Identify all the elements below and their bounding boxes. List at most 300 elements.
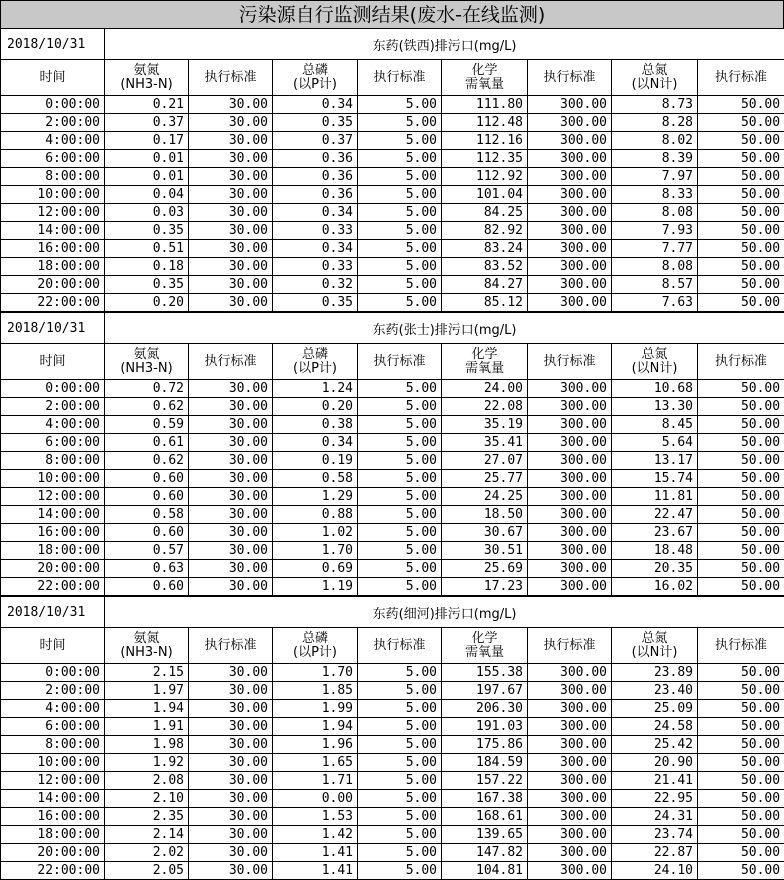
tn-value-cell: 8.57	[612, 276, 698, 294]
tp-standard-cell: 5.00	[358, 718, 442, 736]
cod-value-cell: 27.07	[442, 452, 528, 470]
nh3-value-cell: 0.20	[105, 294, 189, 312]
tn-value-cell: 10.68	[612, 380, 698, 398]
header-ammonia-line2: (NH3-N)	[120, 76, 173, 92]
tn-standard-cell: 50.00	[698, 844, 784, 862]
time-cell: 16:00:00	[1, 524, 105, 542]
tn-value-cell: 13.30	[612, 398, 698, 416]
tp-standard-cell: 5.00	[358, 682, 442, 700]
cod-value-cell: 101.04	[442, 186, 528, 204]
time-cell: 22:00:00	[1, 862, 105, 880]
tp-value-cell: 0.36	[273, 168, 358, 186]
tn-value-cell: 23.67	[612, 524, 698, 542]
time-cell: 20:00:00	[1, 844, 105, 862]
header-standard: 执行标准	[698, 344, 784, 380]
time-cell: 22:00:00	[1, 294, 105, 312]
tp-standard-cell: 5.00	[358, 506, 442, 524]
nh3-value-cell: 0.37	[105, 114, 189, 132]
tn-standard-cell: 50.00	[698, 826, 784, 844]
time-cell: 10:00:00	[1, 186, 105, 204]
header-ammonia-line2: (NH3-N)	[120, 644, 173, 660]
tp-standard-cell: 5.00	[358, 826, 442, 844]
tn-standard-cell: 50.00	[698, 718, 784, 736]
header-ammonia-line2: (NH3-N)	[120, 360, 173, 376]
block-info-row	[1, 313, 784, 344]
time-cell: 8:00:00	[1, 452, 105, 470]
tp-value-cell: 0.34	[273, 96, 358, 114]
header-ammonia-line1: 氨氮	[133, 62, 160, 78]
cod-value-cell: 82.92	[442, 222, 528, 240]
cod-standard-cell: 300.00	[528, 150, 612, 168]
cod-value-cell: 17.23	[442, 578, 528, 596]
tp-standard-cell: 5.00	[358, 168, 442, 186]
time-cell: 2:00:00	[1, 682, 105, 700]
nh3-value-cell: 0.03	[105, 204, 189, 222]
nh3-standard-cell: 30.00	[189, 150, 273, 168]
cod-standard-cell: 300.00	[528, 168, 612, 186]
tp-standard-cell: 5.00	[358, 542, 442, 560]
header-standard: 执行标准	[698, 60, 784, 96]
tp-value-cell: 0.34	[273, 240, 358, 258]
table-row	[1, 204, 784, 222]
table-row	[1, 258, 784, 276]
header-total-nitrogen	[612, 60, 698, 96]
tn-value-cell: 8.73	[612, 96, 698, 114]
header-standard: 执行标准	[358, 628, 442, 664]
header-total-nitrogen	[612, 628, 698, 664]
cod-value-cell: 112.35	[442, 150, 528, 168]
tn-standard-cell: 50.00	[698, 416, 784, 434]
tn-standard-cell: 50.00	[698, 862, 784, 880]
table-row	[1, 222, 784, 240]
tn-value-cell: 24.31	[612, 808, 698, 826]
tp-standard-cell: 5.00	[358, 222, 442, 240]
nh3-value-cell: 2.15	[105, 664, 189, 682]
cod-standard-cell: 300.00	[528, 772, 612, 790]
table-row	[1, 682, 784, 700]
tn-standard-cell: 50.00	[698, 398, 784, 416]
tp-standard-cell: 5.00	[358, 560, 442, 578]
nh3-standard-cell: 30.00	[189, 754, 273, 772]
tp-standard-cell: 5.00	[358, 380, 442, 398]
column-header-row	[1, 628, 784, 664]
tn-standard-cell: 50.00	[698, 240, 784, 258]
nh3-value-cell: 0.60	[105, 524, 189, 542]
nh3-standard-cell: 30.00	[189, 96, 273, 114]
table-row	[1, 452, 784, 470]
tp-value-cell: 0.88	[273, 506, 358, 524]
header-total-nitrogen	[612, 344, 698, 380]
cod-standard-cell: 300.00	[528, 488, 612, 506]
header-ammonia	[105, 628, 189, 664]
nh3-value-cell: 0.61	[105, 434, 189, 452]
tp-value-cell: 1.42	[273, 826, 358, 844]
tp-value-cell: 0.20	[273, 398, 358, 416]
tp-standard-cell: 5.00	[358, 470, 442, 488]
tp-standard-cell: 5.00	[358, 736, 442, 754]
cod-standard-cell: 300.00	[528, 790, 612, 808]
nh3-standard-cell: 30.00	[189, 380, 273, 398]
nh3-value-cell: 0.63	[105, 560, 189, 578]
tn-standard-cell: 50.00	[698, 754, 784, 772]
nh3-standard-cell: 30.00	[189, 700, 273, 718]
cod-value-cell: 147.82	[442, 844, 528, 862]
time-cell: 10:00:00	[1, 470, 105, 488]
nh3-value-cell: 2.08	[105, 772, 189, 790]
tp-value-cell: 0.33	[273, 222, 358, 240]
tp-standard-cell: 5.00	[358, 808, 442, 826]
cod-value-cell: 25.69	[442, 560, 528, 578]
cod-value-cell: 30.51	[442, 542, 528, 560]
table-row	[1, 398, 784, 416]
nh3-value-cell: 1.94	[105, 700, 189, 718]
time-cell: 8:00:00	[1, 736, 105, 754]
header-ammonia-line1: 氨氮	[133, 630, 160, 646]
tn-value-cell: 7.63	[612, 294, 698, 312]
block-info-row	[1, 597, 784, 628]
nh3-value-cell: 0.60	[105, 470, 189, 488]
header-total-nitrogen-line2: (以N计)	[631, 360, 678, 376]
time-cell: 20:00:00	[1, 276, 105, 294]
time-cell: 18:00:00	[1, 258, 105, 276]
cod-value-cell: 191.03	[442, 718, 528, 736]
tp-standard-cell: 5.00	[358, 204, 442, 222]
cod-standard-cell: 300.00	[528, 542, 612, 560]
nh3-value-cell: 0.60	[105, 488, 189, 506]
tn-value-cell: 16.02	[612, 578, 698, 596]
cod-value-cell: 24.25	[442, 488, 528, 506]
header-standard: 执行标准	[528, 60, 612, 96]
table-row	[1, 664, 784, 682]
nh3-standard-cell: 30.00	[189, 132, 273, 150]
tp-value-cell: 1.71	[273, 772, 358, 790]
header-cod-line1: 化学	[471, 630, 498, 646]
tp-standard-cell: 5.00	[358, 258, 442, 276]
tn-standard-cell: 50.00	[698, 150, 784, 168]
cod-value-cell: 197.67	[442, 682, 528, 700]
time-cell: 0:00:00	[1, 96, 105, 114]
table-row	[1, 416, 784, 434]
cod-value-cell: 30.67	[442, 524, 528, 542]
tp-value-cell: 0.34	[273, 204, 358, 222]
tp-standard-cell: 5.00	[358, 416, 442, 434]
tn-standard-cell: 50.00	[698, 560, 784, 578]
cod-value-cell: 175.86	[442, 736, 528, 754]
cod-standard-cell: 300.00	[528, 222, 612, 240]
tp-value-cell: 0.38	[273, 416, 358, 434]
tn-standard-cell: 50.00	[698, 168, 784, 186]
cod-standard-cell: 300.00	[528, 664, 612, 682]
time-cell: 6:00:00	[1, 434, 105, 452]
tn-standard-cell: 50.00	[698, 222, 784, 240]
time-cell: 0:00:00	[1, 380, 105, 398]
outlet-name: 东药(张士)排污口(mg/L)	[105, 313, 784, 344]
nh3-value-cell: 2.05	[105, 862, 189, 880]
table-row	[1, 186, 784, 204]
time-cell: 12:00:00	[1, 488, 105, 506]
table-row	[1, 114, 784, 132]
header-cod	[442, 60, 528, 96]
tp-value-cell: 0.19	[273, 452, 358, 470]
tp-value-cell: 1.29	[273, 488, 358, 506]
header-cod-line2: 需氧量	[464, 644, 504, 660]
header-standard: 执行标准	[698, 628, 784, 664]
tn-standard-cell: 50.00	[698, 276, 784, 294]
time-cell: 18:00:00	[1, 826, 105, 844]
nh3-value-cell: 2.10	[105, 790, 189, 808]
tp-standard-cell: 5.00	[358, 862, 442, 880]
tp-value-cell: 0.00	[273, 790, 358, 808]
tp-value-cell: 0.37	[273, 132, 358, 150]
tn-standard-cell: 50.00	[698, 700, 784, 718]
cod-value-cell: 25.77	[442, 470, 528, 488]
tp-standard-cell: 5.00	[358, 114, 442, 132]
report-date: 2018/10/31	[1, 597, 105, 628]
cod-value-cell: 84.27	[442, 276, 528, 294]
table-row	[1, 754, 784, 772]
nh3-standard-cell: 30.00	[189, 542, 273, 560]
report-title: 污染源自行监测结果(废水-在线监测)	[0, 0, 784, 28]
nh3-value-cell: 0.62	[105, 398, 189, 416]
tn-value-cell: 13.17	[612, 452, 698, 470]
tp-standard-cell: 5.00	[358, 700, 442, 718]
cod-standard-cell: 300.00	[528, 380, 612, 398]
table-row	[1, 96, 784, 114]
nh3-standard-cell: 30.00	[189, 470, 273, 488]
nh3-standard-cell: 30.00	[189, 578, 273, 596]
tp-standard-cell: 5.00	[358, 132, 442, 150]
cod-standard-cell: 300.00	[528, 578, 612, 596]
header-standard: 执行标准	[358, 60, 442, 96]
nh3-standard-cell: 30.00	[189, 682, 273, 700]
header-total-phosphorus-line2: (以P计)	[293, 76, 337, 92]
outlet-name: 东药(铁西)排污口(mg/L)	[105, 29, 784, 60]
tp-value-cell: 1.24	[273, 380, 358, 398]
cod-standard-cell: 300.00	[528, 862, 612, 880]
tn-value-cell: 8.02	[612, 132, 698, 150]
header-total-phosphorus	[273, 628, 358, 664]
tp-standard-cell: 5.00	[358, 578, 442, 596]
outlet-table-2	[0, 312, 784, 596]
nh3-standard-cell: 30.00	[189, 168, 273, 186]
header-ammonia	[105, 60, 189, 96]
table-row	[1, 700, 784, 718]
cod-value-cell: 206.30	[442, 700, 528, 718]
header-cod-line1: 化学	[471, 62, 498, 78]
table-row	[1, 168, 784, 186]
report-date: 2018/10/31	[1, 29, 105, 60]
header-cod	[442, 344, 528, 380]
cod-standard-cell: 300.00	[528, 258, 612, 276]
header-total-nitrogen-line1: 总氮	[641, 346, 668, 362]
tn-value-cell: 23.89	[612, 664, 698, 682]
nh3-standard-cell: 30.00	[189, 434, 273, 452]
tn-value-cell: 11.81	[612, 488, 698, 506]
cod-value-cell: 111.80	[442, 96, 528, 114]
column-header-row	[1, 60, 784, 96]
tn-value-cell: 8.08	[612, 258, 698, 276]
table-row	[1, 276, 784, 294]
header-ammonia-line1: 氨氮	[133, 346, 160, 362]
nh3-value-cell: 0.60	[105, 578, 189, 596]
nh3-value-cell: 0.18	[105, 258, 189, 276]
header-cod-line1: 化学	[471, 346, 498, 362]
time-cell: 10:00:00	[1, 754, 105, 772]
tn-standard-cell: 50.00	[698, 132, 784, 150]
nh3-value-cell: 0.01	[105, 168, 189, 186]
header-total-phosphorus-line1: 总磷	[301, 630, 328, 646]
header-standard: 执行标准	[528, 628, 612, 664]
cod-value-cell: 155.38	[442, 664, 528, 682]
cod-standard-cell: 300.00	[528, 276, 612, 294]
tn-standard-cell: 50.00	[698, 470, 784, 488]
nh3-value-cell: 1.92	[105, 754, 189, 772]
tp-value-cell: 1.41	[273, 844, 358, 862]
tn-value-cell: 8.08	[612, 204, 698, 222]
tn-value-cell: 20.90	[612, 754, 698, 772]
cod-standard-cell: 300.00	[528, 294, 612, 312]
nh3-standard-cell: 30.00	[189, 664, 273, 682]
cod-standard-cell: 300.00	[528, 398, 612, 416]
table-row	[1, 736, 784, 754]
tp-standard-cell: 5.00	[358, 186, 442, 204]
header-total-phosphorus-line2: (以P计)	[293, 360, 337, 376]
tn-value-cell: 8.45	[612, 416, 698, 434]
table-row	[1, 434, 784, 452]
table-row	[1, 294, 784, 312]
cod-value-cell: 83.52	[442, 258, 528, 276]
cod-standard-cell: 300.00	[528, 718, 612, 736]
tp-standard-cell: 5.00	[358, 294, 442, 312]
time-cell: 22:00:00	[1, 578, 105, 596]
cod-standard-cell: 300.00	[528, 524, 612, 542]
tn-value-cell: 22.95	[612, 790, 698, 808]
tn-value-cell: 24.58	[612, 718, 698, 736]
tn-value-cell: 25.09	[612, 700, 698, 718]
tn-value-cell: 7.97	[612, 168, 698, 186]
tn-standard-cell: 50.00	[698, 294, 784, 312]
cod-standard-cell: 300.00	[528, 736, 612, 754]
nh3-standard-cell: 30.00	[189, 488, 273, 506]
nh3-value-cell: 1.98	[105, 736, 189, 754]
tn-standard-cell: 50.00	[698, 96, 784, 114]
tp-value-cell: 0.36	[273, 186, 358, 204]
cod-value-cell: 22.08	[442, 398, 528, 416]
header-total-nitrogen-line2: (以N计)	[631, 76, 678, 92]
tn-value-cell: 20.35	[612, 560, 698, 578]
tn-standard-cell: 50.00	[698, 434, 784, 452]
table-row	[1, 862, 784, 880]
nh3-value-cell: 0.72	[105, 380, 189, 398]
cod-standard-cell: 300.00	[528, 844, 612, 862]
header-cod	[442, 628, 528, 664]
tp-value-cell: 0.33	[273, 258, 358, 276]
time-cell: 2:00:00	[1, 114, 105, 132]
header-time: 时间	[1, 344, 105, 380]
header-standard: 执行标准	[189, 344, 273, 380]
tp-value-cell: 1.70	[273, 542, 358, 560]
cod-standard-cell: 300.00	[528, 434, 612, 452]
tp-value-cell: 0.34	[273, 434, 358, 452]
table-row	[1, 542, 784, 560]
nh3-standard-cell: 30.00	[189, 258, 273, 276]
tn-standard-cell: 50.00	[698, 790, 784, 808]
nh3-value-cell: 0.35	[105, 222, 189, 240]
tn-standard-cell: 50.00	[698, 452, 784, 470]
nh3-standard-cell: 30.00	[189, 416, 273, 434]
nh3-standard-cell: 30.00	[189, 222, 273, 240]
nh3-standard-cell: 30.00	[189, 452, 273, 470]
tn-value-cell: 7.93	[612, 222, 698, 240]
tn-standard-cell: 50.00	[698, 808, 784, 826]
nh3-value-cell: 0.59	[105, 416, 189, 434]
tn-value-cell: 8.33	[612, 186, 698, 204]
header-standard: 执行标准	[189, 60, 273, 96]
header-total-nitrogen-line1: 总氮	[641, 630, 668, 646]
header-total-phosphorus-line1: 总磷	[301, 62, 328, 78]
nh3-value-cell: 0.57	[105, 542, 189, 560]
time-cell: 4:00:00	[1, 132, 105, 150]
cod-standard-cell: 300.00	[528, 560, 612, 578]
block-info-row	[1, 29, 784, 60]
tp-standard-cell: 5.00	[358, 96, 442, 114]
cod-value-cell: 168.61	[442, 808, 528, 826]
nh3-standard-cell: 30.00	[189, 506, 273, 524]
header-time: 时间	[1, 628, 105, 664]
report-blocks	[0, 28, 784, 880]
time-cell: 4:00:00	[1, 416, 105, 434]
cod-standard-cell: 300.00	[528, 700, 612, 718]
outlet-name: 东药(细河)排污口(mg/L)	[105, 597, 784, 628]
time-cell: 14:00:00	[1, 222, 105, 240]
nh3-standard-cell: 30.00	[189, 204, 273, 222]
tn-value-cell: 24.10	[612, 862, 698, 880]
table-row	[1, 790, 784, 808]
tn-value-cell: 15.74	[612, 470, 698, 488]
tp-standard-cell: 5.00	[358, 488, 442, 506]
tp-value-cell: 1.70	[273, 664, 358, 682]
tp-value-cell: 0.58	[273, 470, 358, 488]
time-cell: 16:00:00	[1, 240, 105, 258]
time-cell: 8:00:00	[1, 168, 105, 186]
outlet-table-1	[0, 28, 784, 312]
tp-standard-cell: 5.00	[358, 790, 442, 808]
nh3-value-cell: 0.01	[105, 150, 189, 168]
cod-value-cell: 184.59	[442, 754, 528, 772]
tp-value-cell: 0.35	[273, 294, 358, 312]
tn-value-cell: 23.74	[612, 826, 698, 844]
time-cell: 6:00:00	[1, 718, 105, 736]
time-cell: 4:00:00	[1, 700, 105, 718]
nh3-value-cell: 2.14	[105, 826, 189, 844]
tp-standard-cell: 5.00	[358, 524, 442, 542]
nh3-value-cell: 0.04	[105, 186, 189, 204]
table-row	[1, 506, 784, 524]
tp-standard-cell: 5.00	[358, 240, 442, 258]
tp-standard-cell: 5.00	[358, 772, 442, 790]
header-total-phosphorus	[273, 60, 358, 96]
nh3-value-cell: 0.35	[105, 276, 189, 294]
nh3-standard-cell: 30.00	[189, 826, 273, 844]
header-standard: 执行标准	[189, 628, 273, 664]
nh3-value-cell: 0.17	[105, 132, 189, 150]
tp-value-cell: 1.85	[273, 682, 358, 700]
tp-value-cell: 1.53	[273, 808, 358, 826]
tp-value-cell: 1.02	[273, 524, 358, 542]
tn-standard-cell: 50.00	[698, 186, 784, 204]
tp-value-cell: 1.94	[273, 718, 358, 736]
cod-standard-cell: 300.00	[528, 132, 612, 150]
